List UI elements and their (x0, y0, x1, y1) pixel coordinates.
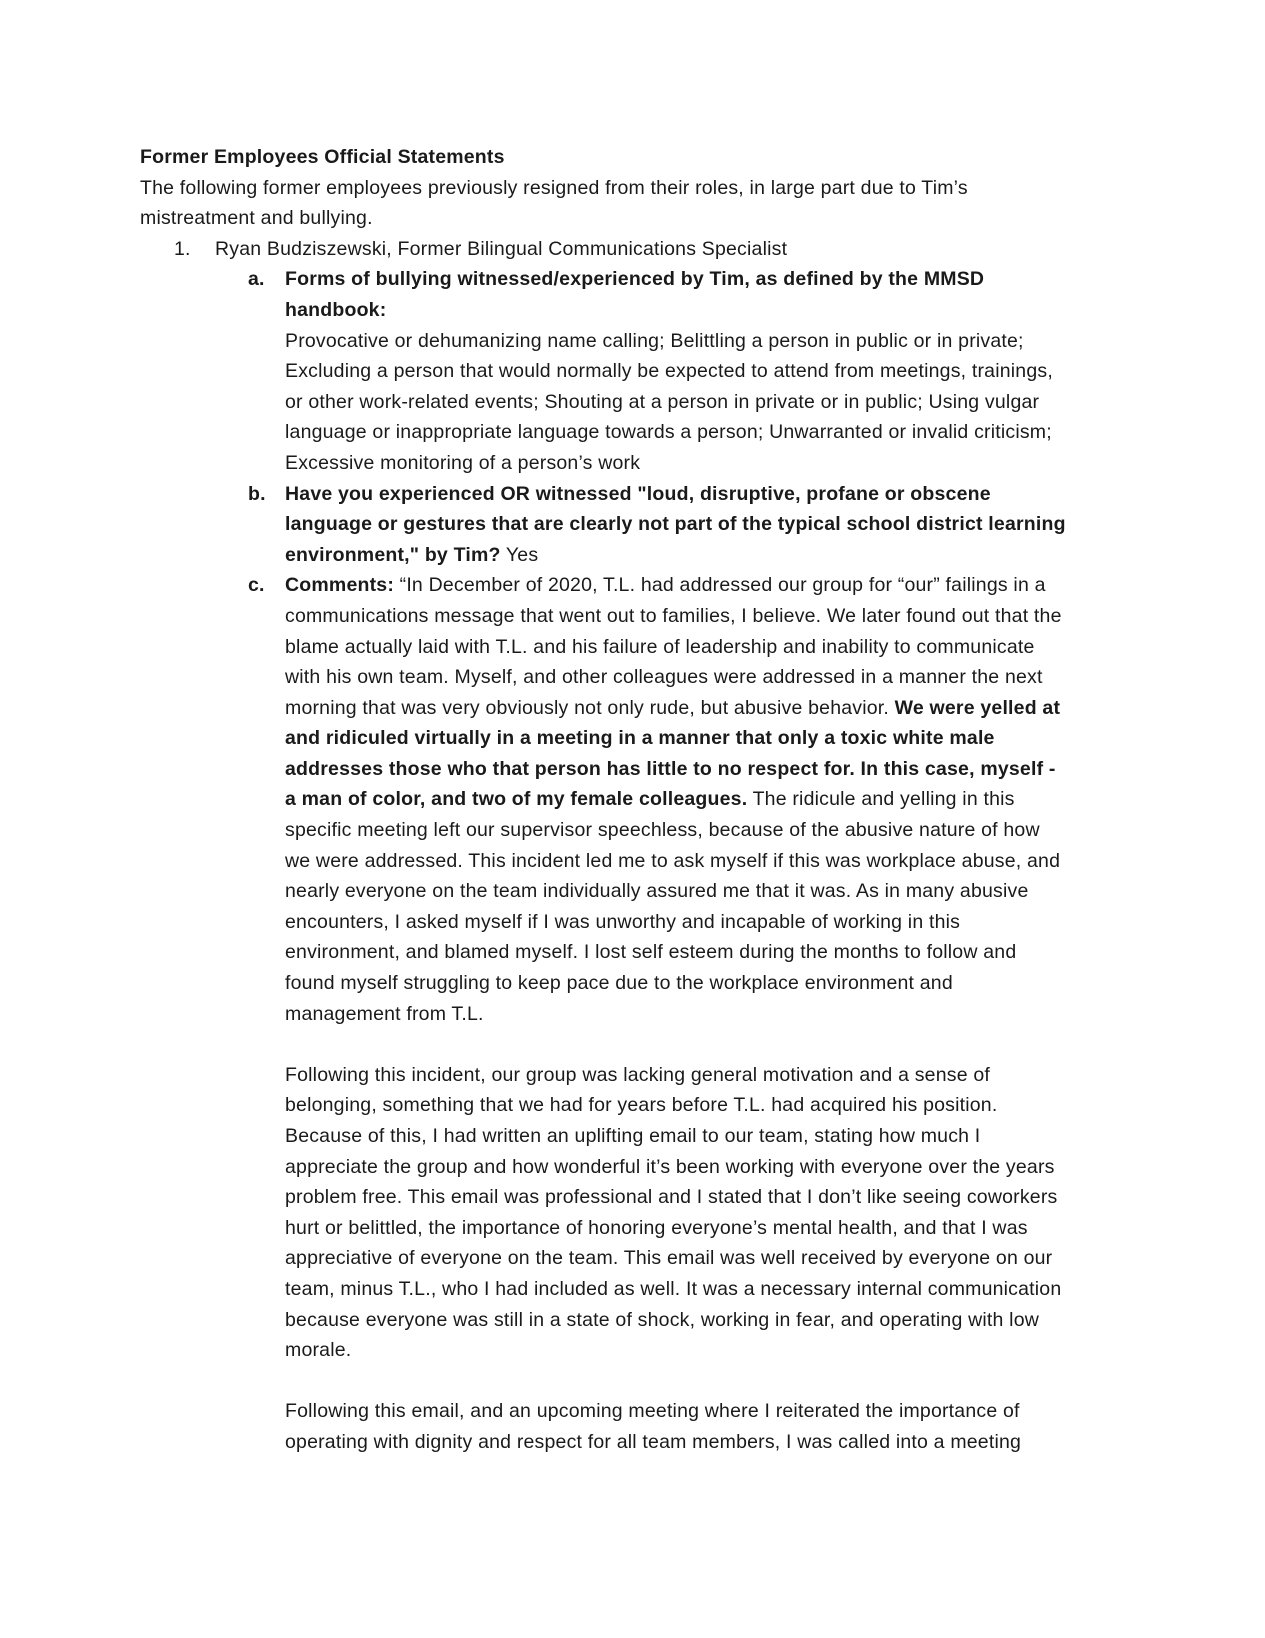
intro-paragraph: The following former employees previously resigned from their roles, in large part due to Tim’s mistreatment and bullying. (140, 176, 968, 230)
comment-paragraph-2 (140, 1060, 1068, 1366)
list-item-a-body: Provocative or dehumanizing name calling; Belittling a person in public or in private; Excluding a person that would normally be expected to attend from meetings, trainings, or other work-related events; Shouting at a person in private or in public; Using vulgar language or inappropriate language towards a person; Unwarranted or invalid criticism; Excessive monitoring of a person’s work (285, 329, 1053, 474)
comment-paragraph-3 (140, 1396, 1068, 1457)
paragraph-spacer-2 (140, 1366, 1068, 1397)
paragraph-spacer-1 (140, 1029, 1068, 1060)
list-item-b-label: Have you experienced OR witnessed "loud, disruptive, profane or obscene language or gestures that are clearly not part of the typical school district learning environment," by Tim? (285, 482, 1066, 566)
body-text: “In December of 2020, T.L. had addressed our group for “our” failings in a communications message that went out to families, I believe. We later found out that the blame actually laid with T.L. and his failure of leadership and inability to communicate with his own team. Myself, and other colleagues were addressed in a manner the next morning that was very obviously not only rude, but abusive behavior. (285, 574, 1062, 719)
list-marker-1: 1. (174, 237, 191, 260)
list-marker-a: a. (248, 268, 265, 291)
document-body (140, 142, 1068, 1458)
list-item-b (140, 479, 1068, 571)
body-text: The ridicule and yelling in this specific meeting left our supervisor speechless, because of the abusive nature of how we were addressed. This incident led me to ask myself if this was workplace abuse, and nearly everyone on the team individually assured me that it was. As in many abusive encounters, I asked myself if I was unworthy and incapable of working in this environment, and blamed myself. I lost self esteem during the months to follow and found myself struggling to keep pace due to the workplace environment and management from T.L. (285, 788, 1061, 1025)
list-item-1-heading: Ryan Budziszewski, Former Bilingual Communications Specialist (215, 237, 788, 260)
body-text: Following this email, and an upcoming meeting where I reiterated the importance of operating with dignity and respect for all team members, I was called into a meeting (285, 1400, 1022, 1453)
body-text: Following this incident, our group was lacking general motivation and a sense of belonging, something that we had for years before T.L. had acquired his position. Because of this, I had written an uplifting email to our team, stating how much I appreciate the group and how wonderful it’s been working with everyone over the years problem free. This email was professional and I stated that I don’t like seeing coworkers hurt or belittled, the importance of honoring everyone’s mental health, and that I was appreciative of everyone on the team. This email was well received by everyone on our team, minus T.L., who I had included as well. It was a necessary internal communication because everyone was still in a state of shock, working in fear, and operating with low morale. (285, 1063, 1062, 1362)
list-marker-b: b. (248, 482, 266, 505)
list-marker-c: c. (248, 574, 265, 597)
list-item-a (140, 264, 1068, 325)
list-item-c (140, 570, 1068, 1029)
page-title: Former Employees Official Statements (140, 146, 505, 168)
list-item-c-label: Comments: (285, 574, 395, 597)
comment-paragraph-1 (285, 574, 1062, 1024)
list-item-1 (140, 234, 1068, 265)
list-item-a-label: Forms of bullying witnessed/experienced by Tim, as defined by the MMSD handbook: (285, 268, 985, 321)
list-item-b-answer: Yes (505, 543, 539, 566)
emphasized-text: We were yelled at and ridiculed virtually in a meeting in a manner that only a toxic white male addresses those who that person has little to no respect for. In this case, myself - a man of color, and two of my female colleagues. (285, 696, 1061, 811)
